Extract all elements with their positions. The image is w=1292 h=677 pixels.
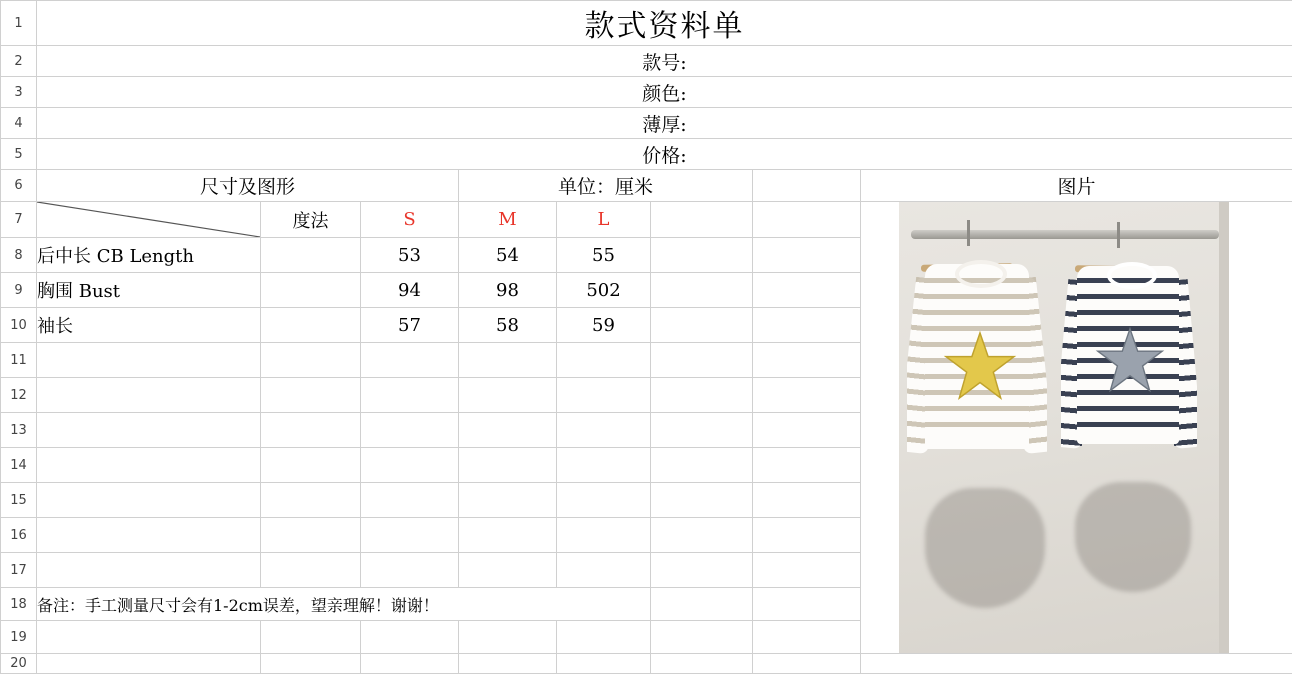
row-header-4[interactable]: 4: [1, 108, 37, 139]
col-header-7[interactable]: [753, 202, 861, 238]
row-20: [1, 654, 1292, 674]
empty-cell-r17c3[interactable]: [261, 553, 361, 588]
photo-right-margin: [1229, 202, 1241, 582]
row-header-16[interactable]: 16: [1, 518, 37, 553]
section-unit: 单位：厘米: [459, 170, 753, 202]
empty-cell-r16c4[interactable]: [361, 518, 459, 553]
empty-cell-r20c4[interactable]: [361, 654, 459, 674]
row-header-10[interactable]: 10: [1, 308, 37, 343]
empty-cell-r14c3[interactable]: [261, 448, 361, 483]
empty-cell-r18c8[interactable]: [753, 588, 861, 621]
shadow-left: [925, 488, 1045, 608]
measure-c6-2[interactable]: [651, 273, 753, 308]
col-header-l: L: [557, 202, 651, 238]
field-style-no[interactable]: 款号:: [37, 46, 1292, 77]
measure-s-1[interactable]: 53: [361, 238, 459, 273]
measure-c6-1[interactable]: [651, 238, 753, 273]
empty-cell-r11c5[interactable]: [459, 343, 557, 378]
empty-cell-r15c7[interactable]: [651, 483, 753, 518]
empty-cell-r13c7[interactable]: [651, 413, 753, 448]
measure-method-3[interactable]: [261, 308, 361, 343]
empty-cell-r14c8[interactable]: [753, 448, 861, 483]
empty-cell-r13c5[interactable]: [459, 413, 557, 448]
empty-cell-r13c3[interactable]: [261, 413, 361, 448]
empty-cell-r19c8[interactable]: [753, 621, 861, 654]
empty-cell-r13c8[interactable]: [753, 413, 861, 448]
empty-cell-r11c8[interactable]: [753, 343, 861, 378]
measure-l-2[interactable]: 502: [557, 273, 651, 308]
product-photo: [861, 202, 1292, 653]
empty-cell-r19c4[interactable]: [361, 621, 459, 654]
measure-s-2[interactable]: 94: [361, 273, 459, 308]
empty-cell-r19c3[interactable]: [261, 621, 361, 654]
empty-cell-r15c2[interactable]: [37, 483, 261, 518]
row-header-13[interactable]: 13: [1, 413, 37, 448]
empty-cell-r15c3[interactable]: [261, 483, 361, 518]
measure-c7-2[interactable]: [753, 273, 861, 308]
empty-cell-r17c6[interactable]: [557, 553, 651, 588]
product-photo-cell[interactable]: [861, 202, 1292, 654]
empty-cell-r12c7[interactable]: [651, 378, 753, 413]
measure-name-1[interactable]: 后中长 CB Length: [37, 238, 261, 273]
empty-cell-r17c7[interactable]: [651, 553, 753, 588]
empty-cell-r13c6[interactable]: [557, 413, 651, 448]
neckline-light: [955, 260, 1007, 288]
empty-cell-r20c8[interactable]: [753, 654, 861, 674]
empty-cell-r20c2[interactable]: [37, 654, 261, 674]
page-title: 款式资料单: [37, 1, 1292, 46]
row-header-5[interactable]: 5: [1, 139, 37, 170]
row-3: [1, 77, 1292, 108]
row-1: [1, 1, 1292, 46]
empty-cell-r18c7[interactable]: [651, 588, 753, 621]
measure-l-1[interactable]: 55: [557, 238, 651, 273]
empty-cell-r16c5[interactable]: [459, 518, 557, 553]
row-4: [1, 108, 1292, 139]
empty-cell-r19c7[interactable]: [651, 621, 753, 654]
measure-m-1[interactable]: 54: [459, 238, 557, 273]
row-header-12[interactable]: 12: [1, 378, 37, 413]
row-header-9[interactable]: 9: [1, 273, 37, 308]
col-header-m: M: [459, 202, 557, 238]
empty-cell-r14c7[interactable]: [651, 448, 753, 483]
empty-cell-r16c2[interactable]: [37, 518, 261, 553]
row-header-11[interactable]: 11: [1, 343, 37, 378]
row-header-2[interactable]: 2: [1, 46, 37, 77]
row-header-3[interactable]: 3: [1, 77, 37, 108]
row-7: [1, 202, 1292, 238]
empty-cell-r16c8[interactable]: [753, 518, 861, 553]
diagonal-line-icon: [37, 202, 260, 237]
row-header-8[interactable]: 8: [1, 238, 37, 273]
wall-edge: [1219, 202, 1229, 653]
sweater-navy: [1061, 260, 1197, 482]
empty-cell-r17c2[interactable]: [37, 553, 261, 588]
empty-cell-r20c7[interactable]: [651, 654, 753, 674]
empty-cell-r11c6[interactable]: [557, 343, 651, 378]
row-header-17[interactable]: 17: [1, 553, 37, 588]
field-price[interactable]: 价格:: [37, 139, 1292, 170]
measure-l-3[interactable]: 59: [557, 308, 651, 343]
field-color[interactable]: 颜色:: [37, 77, 1292, 108]
empty-cell-r14c2[interactable]: [37, 448, 261, 483]
empty-cell-r12c2[interactable]: [37, 378, 261, 413]
row-5: [1, 139, 1292, 170]
row-header-18[interactable]: 18: [1, 588, 37, 621]
hanger-hook-right: [1117, 222, 1120, 248]
empty-cell-r14c5[interactable]: [459, 448, 557, 483]
empty-cell-r12c4[interactable]: [361, 378, 459, 413]
measure-c6-3[interactable]: [651, 308, 753, 343]
row-header-20[interactable]: 20: [1, 654, 37, 674]
row-2: [1, 46, 1292, 77]
star-applique-grey-icon: [1095, 326, 1165, 396]
measure-m-2[interactable]: 98: [459, 273, 557, 308]
hanger-hook-left: [967, 220, 970, 246]
empty-cell-r11c4[interactable]: [361, 343, 459, 378]
empty-cell-r14c4[interactable]: [361, 448, 459, 483]
clothes-rail: [911, 230, 1219, 239]
field-thickness[interactable]: 薄厚:: [37, 108, 1292, 139]
row-header-19[interactable]: 19: [1, 621, 37, 654]
row-header-15[interactable]: 15: [1, 483, 37, 518]
measure-c7-3[interactable]: [753, 308, 861, 343]
empty-cell-r11c2[interactable]: [37, 343, 261, 378]
empty-cell-r16c3[interactable]: [261, 518, 361, 553]
measure-c7-1[interactable]: [753, 238, 861, 273]
measure-method-1[interactable]: [261, 238, 361, 273]
row-header-1[interactable]: 1: [1, 1, 37, 46]
row-header-7[interactable]: 7: [1, 202, 37, 238]
measure-m-3[interactable]: 58: [459, 308, 557, 343]
star-applique-yellow-icon: [943, 330, 1017, 404]
empty-cell-r15c5[interactable]: [459, 483, 557, 518]
empty-cell-r20c9[interactable]: [861, 654, 1292, 674]
empty-cell-r16c6[interactable]: [557, 518, 651, 553]
empty-cell-r19c5[interactable]: [459, 621, 557, 654]
empty-cell-r16c7[interactable]: [651, 518, 753, 553]
empty-cell-r20c3[interactable]: [261, 654, 361, 674]
col-header-6[interactable]: [651, 202, 753, 238]
empty-cell-r6c8[interactable]: [753, 170, 861, 202]
measure-name-3[interactable]: 袖长: [37, 308, 261, 343]
row-header-14[interactable]: 14: [1, 448, 37, 483]
measure-name-2[interactable]: 胸围 Bust: [37, 273, 261, 308]
measure-s-3[interactable]: 57: [361, 308, 459, 343]
row-header-6[interactable]: 6: [1, 170, 37, 202]
section-picture: 图片: [861, 170, 1292, 202]
empty-cell-r12c8[interactable]: [753, 378, 861, 413]
row-6: [1, 170, 1292, 202]
empty-cell-r20c6[interactable]: [557, 654, 651, 674]
empty-cell-r12c5[interactable]: [459, 378, 557, 413]
empty-cell-r20c5[interactable]: [459, 654, 557, 674]
note-text[interactable]: 备注：手工测量尺寸会有1-2cm误差，望亲理解！谢谢！: [37, 588, 651, 621]
col-header-s: S: [361, 202, 459, 238]
empty-cell-r12c6[interactable]: [557, 378, 651, 413]
empty-cell-r17c5[interactable]: [459, 553, 557, 588]
empty-cell-r17c4[interactable]: [361, 553, 459, 588]
shadow-right: [1075, 482, 1191, 592]
product-photo-image: [899, 202, 1229, 653]
empty-cell-r15c8[interactable]: [753, 483, 861, 518]
empty-cell-r13c4[interactable]: [361, 413, 459, 448]
measure-method-2[interactable]: [261, 273, 361, 308]
empty-cell-r13c2[interactable]: [37, 413, 261, 448]
diagonal-header-cell[interactable]: [37, 202, 261, 238]
empty-cell-r15c6[interactable]: [557, 483, 651, 518]
empty-cell-r11c3[interactable]: [261, 343, 361, 378]
empty-cell-r17c8[interactable]: [753, 553, 861, 588]
empty-cell-r14c6[interactable]: [557, 448, 651, 483]
empty-cell-r19c6[interactable]: [557, 621, 651, 654]
section-size-and-shape: 尺寸及图形: [37, 170, 459, 202]
sweater-light: [907, 258, 1047, 488]
empty-cell-r12c3[interactable]: [261, 378, 361, 413]
col-header-method: 度法: [261, 202, 361, 238]
neckline-navy: [1107, 262, 1157, 289]
empty-cell-r11c7[interactable]: [651, 343, 753, 378]
empty-cell-r15c4[interactable]: [361, 483, 459, 518]
empty-cell-r19c2[interactable]: [37, 621, 261, 654]
